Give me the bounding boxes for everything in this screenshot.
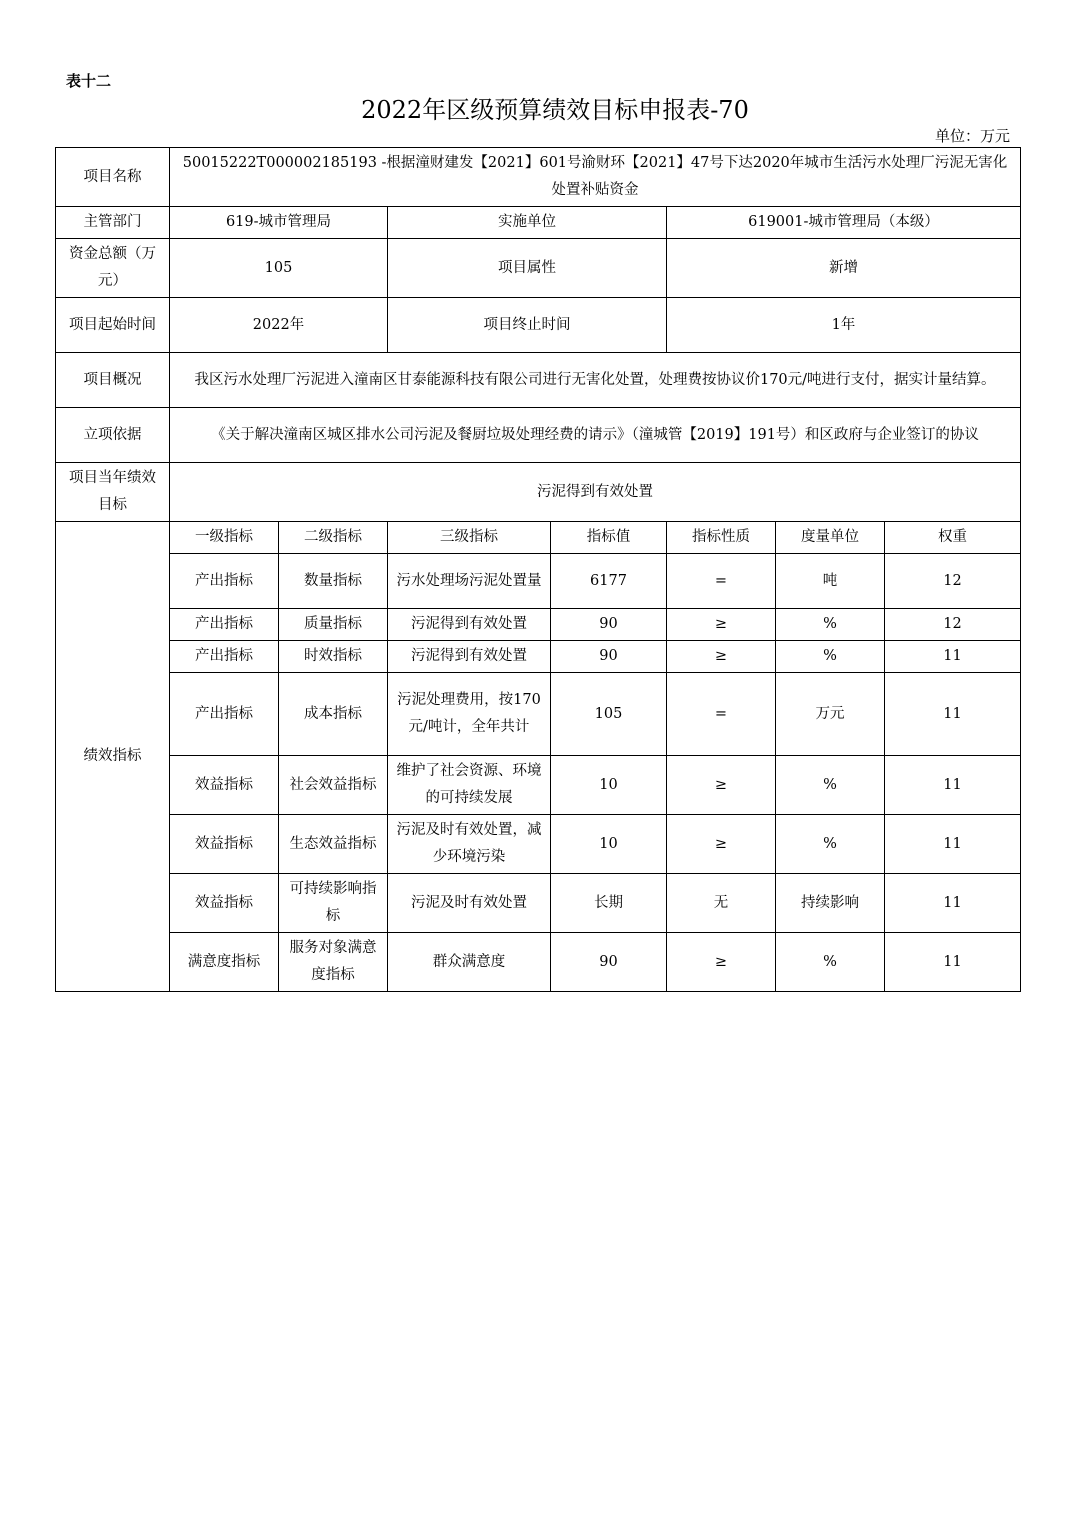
indicator-header-row [56,522,1021,554]
indicators-section-label: 绩效指标 [56,522,170,992]
row-department [56,207,1021,239]
level2-cell: 成本指标 [279,673,388,756]
dept-value: 619-城市管理局 [170,207,388,239]
weight-cell: 12 [885,554,1021,609]
impl-label: 实施单位 [388,207,667,239]
start-label: 项目起始时间 [56,298,170,353]
level3-cell: 污泥及时有效处置，减少环境污染 [388,815,551,874]
nature-cell: ≥ [667,815,776,874]
unit-cell: 万元 [776,673,885,756]
level3-cell: 群众满意度 [388,933,551,992]
budget-performance-table [55,147,1021,992]
unit-label: 单位：万元 [934,127,1010,145]
page-title: 2022年区级预算绩效目标申报表-70 [361,96,749,124]
table-number-label: 表十二 [66,72,112,90]
nature-cell: ≥ [667,609,776,641]
column-header: 一级指标 [170,522,279,554]
value-cell: 105 [551,673,667,756]
level2-cell: 数量指标 [279,554,388,609]
row-overview [56,353,1021,408]
row-project-name [56,148,1021,207]
overview-label: 项目概况 [56,353,170,408]
nature-cell: = [667,673,776,756]
value-cell: 10 [551,756,667,815]
weight-cell: 11 [885,756,1021,815]
level1-cell: 效益指标 [170,815,279,874]
fund-label: 资金总额（万元） [56,239,170,298]
level1-cell: 产出指标 [170,673,279,756]
goal-label: 项目当年绩效目标 [56,463,170,522]
value-cell: 长期 [551,874,667,933]
level1-cell: 产出指标 [170,609,279,641]
project-name-value: 50015222T000002185193 -根据潼财建发【2021】601号渝财环【2021】47号下达2020年城市生活污水处理厂污泥无害化处置补贴资金 [170,148,1021,207]
table-row [56,874,1021,933]
weight-cell: 11 [885,933,1021,992]
goal-value: 污泥得到有效处置 [170,463,1021,522]
start-value: 2022年 [170,298,388,353]
end-value: 1年 [667,298,1021,353]
column-header: 二级指标 [279,522,388,554]
attr-label: 项目属性 [388,239,667,298]
level3-cell: 维护了社会资源、环境的可持续发展 [388,756,551,815]
table-row [56,673,1021,756]
weight-cell: 11 [885,641,1021,673]
value-cell: 6177 [551,554,667,609]
end-label: 项目终止时间 [388,298,667,353]
weight-cell: 11 [885,874,1021,933]
nature-cell: ≥ [667,756,776,815]
nature-cell: 无 [667,874,776,933]
nature-cell: ≥ [667,933,776,992]
value-cell: 90 [551,609,667,641]
level3-cell: 污泥及时有效处置 [388,874,551,933]
weight-cell: 12 [885,609,1021,641]
basis-label: 立项依据 [56,408,170,463]
table-row [56,933,1021,992]
fund-value: 105 [170,239,388,298]
row-goal [56,463,1021,522]
level3-cell: 污泥得到有效处置 [388,609,551,641]
level2-cell: 质量指标 [279,609,388,641]
unit-cell: % [776,815,885,874]
row-basis [56,408,1021,463]
unit-cell: 持续影响 [776,874,885,933]
column-header: 指标值 [551,522,667,554]
column-header: 度量单位 [776,522,885,554]
attr-value: 新增 [667,239,1021,298]
row-fund [56,239,1021,298]
overview-value: 我区污水处理厂污泥进入潼南区甘泰能源科技有限公司进行无害化处置，处理费按协议价170元/吨进行支付，据实计量结算。 [170,353,1021,408]
weight-cell: 11 [885,815,1021,874]
level1-cell: 满意度指标 [170,933,279,992]
level1-cell: 产出指标 [170,641,279,673]
nature-cell: ≥ [667,641,776,673]
level2-cell: 社会效益指标 [279,756,388,815]
unit-cell: % [776,609,885,641]
value-cell: 90 [551,933,667,992]
unit-cell: % [776,933,885,992]
table-row [56,641,1021,673]
unit-cell: % [776,756,885,815]
level2-cell: 服务对象满意度指标 [279,933,388,992]
level3-cell: 污泥处理费用，按170元/吨计，全年共计 [388,673,551,756]
impl-value: 619001-城市管理局（本级） [667,207,1021,239]
level2-cell: 生态效益指标 [279,815,388,874]
value-cell: 10 [551,815,667,874]
level1-cell: 效益指标 [170,874,279,933]
level1-cell: 产出指标 [170,554,279,609]
nature-cell: = [667,554,776,609]
unit-cell: % [776,641,885,673]
row-period [56,298,1021,353]
table-row [56,554,1021,609]
dept-label: 主管部门 [56,207,170,239]
level2-cell: 可持续影响指标 [279,874,388,933]
value-cell: 90 [551,641,667,673]
level3-cell: 污泥得到有效处置 [388,641,551,673]
table-row [56,609,1021,641]
table-row [56,815,1021,874]
column-header: 权重 [885,522,1021,554]
weight-cell: 11 [885,673,1021,756]
level3-cell: 污水处理场污泥处置量 [388,554,551,609]
project-name-label: 项目名称 [56,148,170,207]
basis-value: 《关于解决潼南区城区排水公司污泥及餐厨垃圾处理经费的请示》（潼城管【2019】191号）和区政府与企业签订的协议 [170,408,1021,463]
unit-cell: 吨 [776,554,885,609]
table-row [56,756,1021,815]
column-header: 三级指标 [388,522,551,554]
level1-cell: 效益指标 [170,756,279,815]
column-header: 指标性质 [667,522,776,554]
level2-cell: 时效指标 [279,641,388,673]
